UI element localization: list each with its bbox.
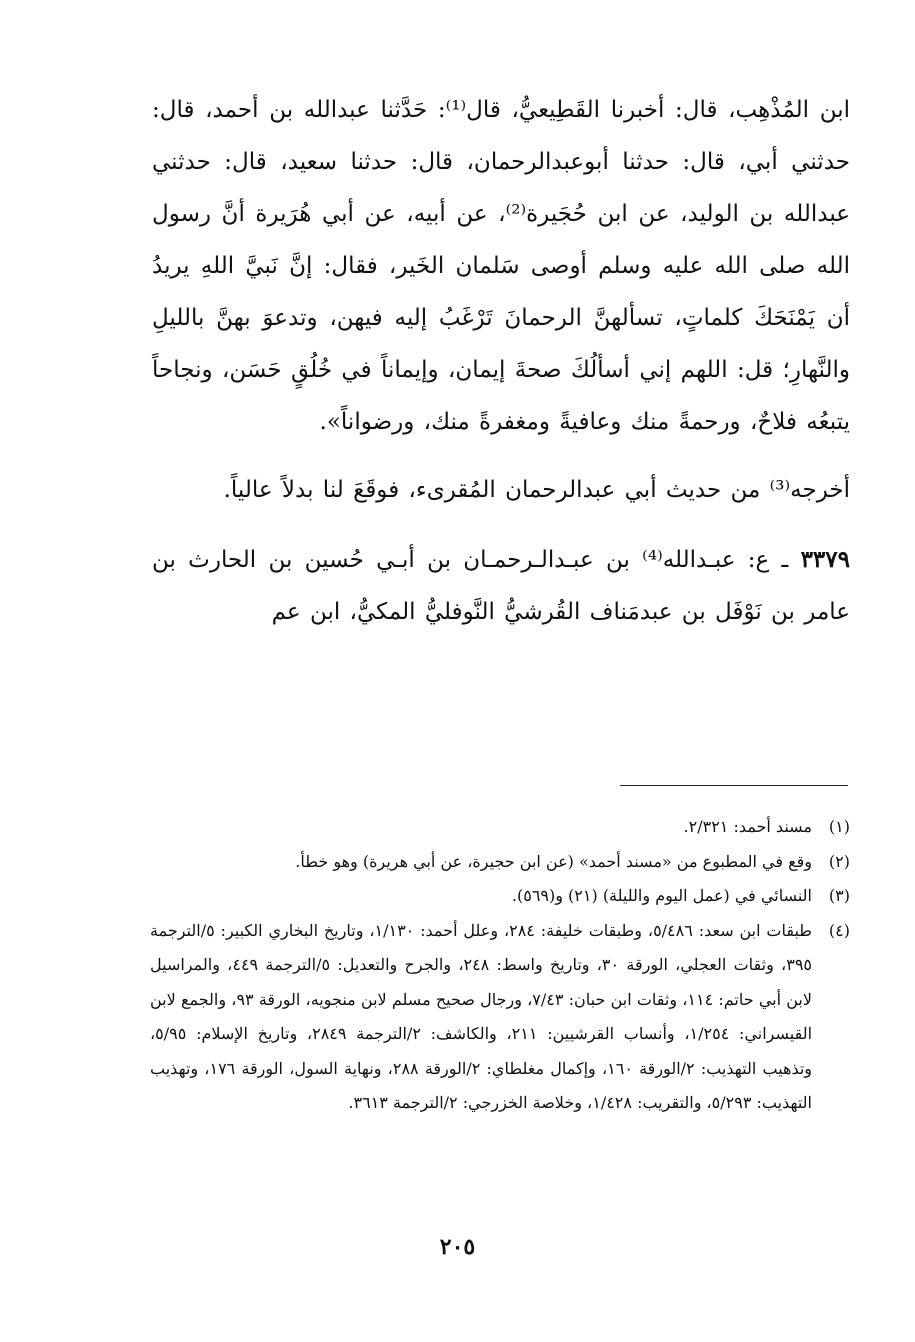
footnote-number: (٢) xyxy=(828,851,850,871)
footnote-number: (٣) xyxy=(828,886,850,905)
entry-number: ٣٣٧٩ xyxy=(800,546,850,573)
footnote-2 xyxy=(150,845,850,880)
biography-entry xyxy=(152,534,850,638)
footnote-4 xyxy=(150,914,850,1121)
main-text xyxy=(152,84,850,638)
page-number: ٢٠٥ xyxy=(439,1234,476,1260)
footnote-text: النسائي في (عمل اليوم والليلة) (٢١) و(٥٦٩). xyxy=(511,886,812,905)
footnote-text: طبقات ابن سعد: ٥/٤٨٦، وطبقات خليفة: ٢٨٤، وعلل أحمد: ١/١٣٠، وتاريخ البخاري الكبير: ٥/الترجمة ٣٩٥، وثقات العجلي، الورقة ٣٠، وتاريخ واسط: ٢٤٨، والجرح والتعديل: ٥/الترجمة ٤٤٩، والمراسيل لابن أبي حاتم: ١١٤، وثقات ابن حبان: ٧/٤٣، ورجال صحيح مسلم لابن منجويه، الورقة ٩٣، والجمع لابن القيسراني: ١/٢٥٤، وأنساب القرشيين: ٢١١، والكاشف: ٢/الترجمة ٢٨٤٩، وتاريخ الإسلام: ٥/٩٥، وتذهيب التهذيب: ٢/الورقة ١٦٠، وإكمال مغلطاي: ٢/الورقة ٢٨٨، ونهاية السول، الورقة ١٧٦، وتهذيب التهذيب: ٥/٢٩٣، والتقريب: ١/٤٢٨، وخلاصة الخزرجي: ٢/الترجمة ٣٦١٣. xyxy=(150,920,813,1112)
entry-text: ـ ع: عبـدالله⁽⁴⁾ بن عبـدالـرحمـان بن أبـي حُسين بن الحارث بن عامر بن نَوْفَل بن عبدمَناف القُرشيُّ النَّوفليُّ المكيُّ، ابن عم xyxy=(152,547,850,625)
footnote-divider xyxy=(620,785,848,786)
takhrij-paragraph: أخرجه⁽³⁾ من حديث أبي عبدالرحمان المُقرىء، فوقَعَ لنا بدلاً عالياً. xyxy=(223,477,850,503)
footnote-text: وقع في المطبوع من «مسند أحمد» (عن ابن حجيرة، عن أبي هريرة) وهو خطأ. xyxy=(295,851,812,871)
footnote-number: (٤) xyxy=(828,920,850,940)
footnote-text: مسند أحمد: ٢/٣٢١. xyxy=(683,817,812,836)
footnote-1 xyxy=(150,810,850,845)
footnotes xyxy=(150,810,850,1121)
footnote-3 xyxy=(150,879,850,914)
footnote-number: (١) xyxy=(828,817,850,836)
hadith-paragraph: ابن المُذْهِب، قال: أخبرنا القَطِيعيُّ، قال⁽¹⁾: حَدَّثنا عبدالله بن أحمد، قال: حدثني أبي، قال: حدثنا أبوعبدالرحمان، قال: حدثنا سعيد، قال: حدثني عبدالله بن الوليد، عن ابن حُجَيرة⁽²⁾، عن أبيه، عن أبي هُرَيرة أنَّ رسول الله صلى الله عليه وسلم أوصى سَلمان الخَير، فقال: إنَّ نَبيَّ اللهِ يريدُ أن يَمْنَحَكَ كلماتٍ، تسألهنَّ الرحمانَ تَرْغَبُ إليه فيهن، وتدعوَ بهنَّ بالليلِ والنَّهارِ؛ قل: اللهم إني أسألُكَ صحةَ إيمان، وإيماناً في خُلُقٍ حَسَن، ونجاحاً يتبعُه فلاحٌ، ورحمةً منك وعافيةً ومغفرةً منك، ورضواناً». xyxy=(152,97,851,435)
